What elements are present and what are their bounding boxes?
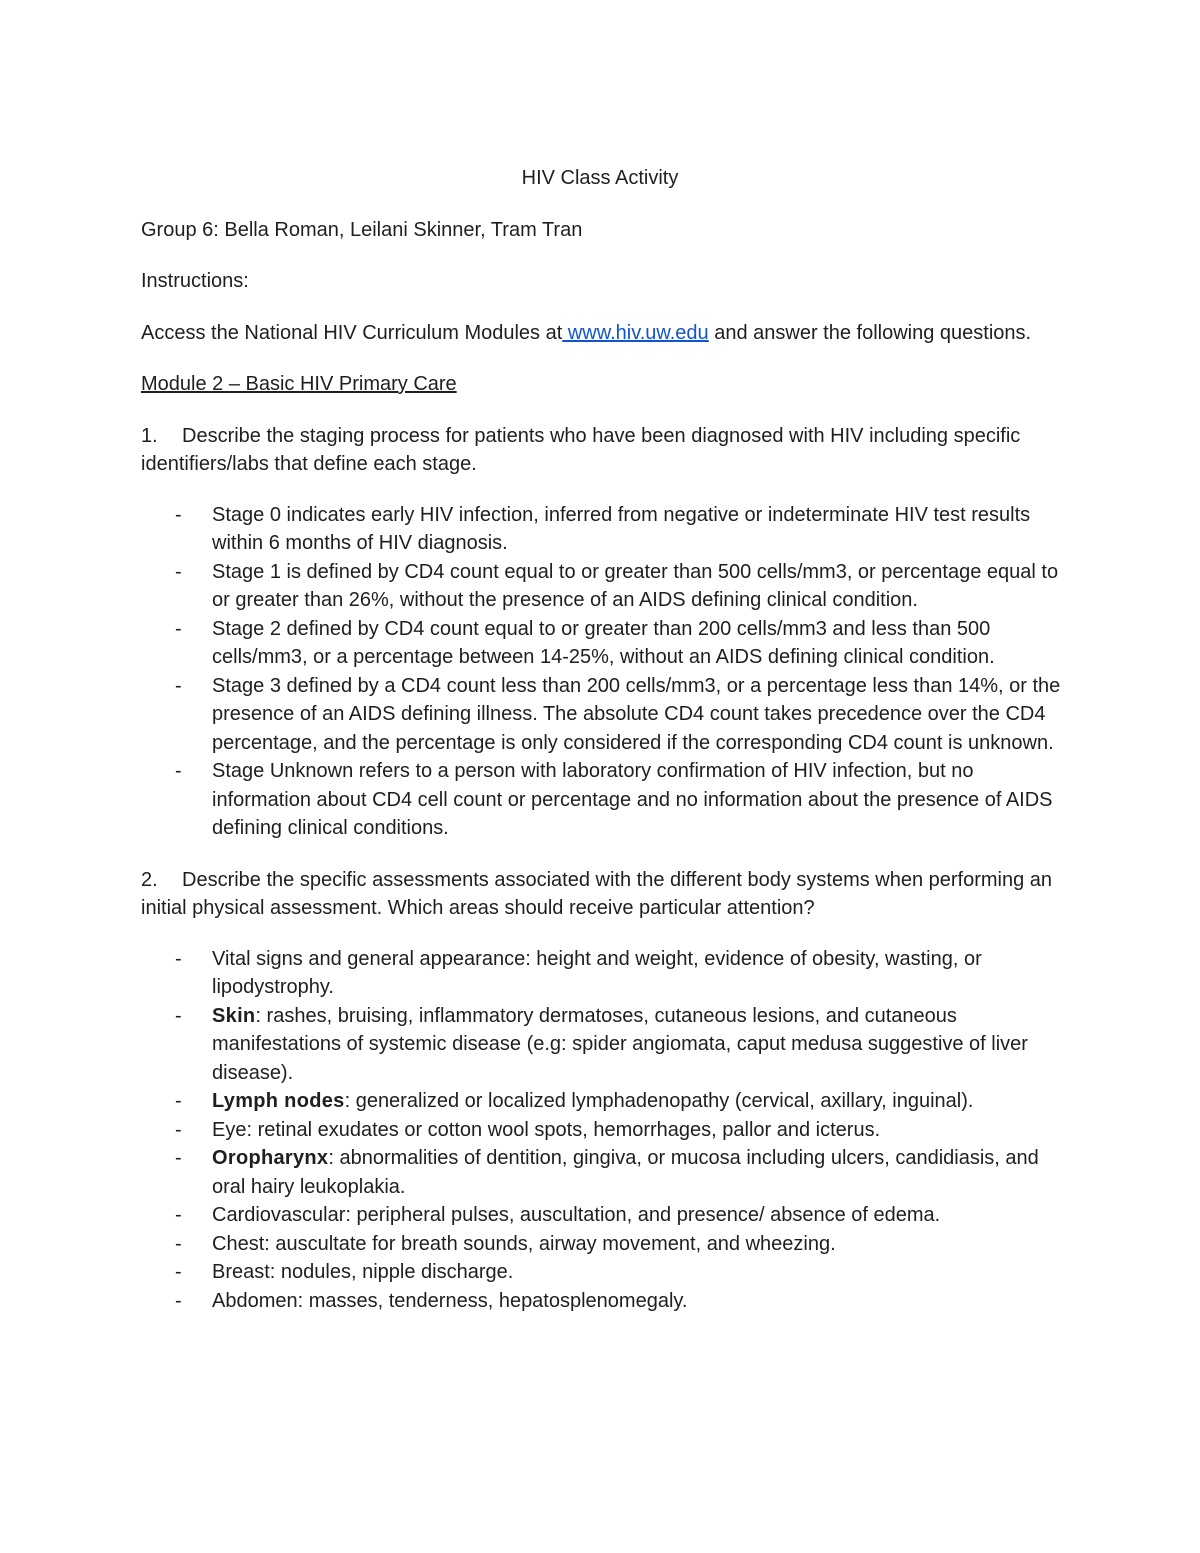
list-item <box>141 1230 1071 1259</box>
list-item-text: Eye: retinal exudates or cotton wool spots, hemorrhages, pallor and icterus. <box>212 1118 881 1141</box>
hiv-curriculum-link[interactable]: www.hiv.uw.edu <box>562 321 709 344</box>
bullet-dash: - <box>175 503 182 526</box>
list-item-text: Stage 0 indicates early HIV infection, inferred from negative or indeterminate HIV test results within 6 months of HIV diagnosis. <box>212 503 1031 554</box>
bullet-dash: - <box>175 1090 182 1112</box>
question-number: 1. <box>141 424 158 447</box>
list-item-text: Abdomen: masses, tenderness, hepatosplenomegaly. <box>212 1289 688 1312</box>
list-item-text: Chest: auscultate for breath sounds, airway movement, and wheezing. <box>212 1232 836 1255</box>
list-item-text: : rashes, bruising, inflammatory dermatoses, cutaneous lesions, and cutaneous manifestations of systemic disease (e.g: spider angiomata, caput medusa suggestive of liver disease). <box>212 1004 1028 1084</box>
group-members: Group 6: Bella Roman, Leilani Skinner, Tram Tran <box>141 218 583 241</box>
list-item <box>141 945 1071 1002</box>
list-item-text: Stage Unknown refers to a person with laboratory confirmation of HIV infection, but no information about CD4 cell count or percentage and no information about the presence of AIDS defining clinical conditions. <box>212 760 1053 839</box>
list-item <box>141 1287 1071 1316</box>
bullet-dash: - <box>175 560 182 583</box>
bullet-dash: - <box>175 1261 182 1283</box>
bullet-dash: - <box>175 1004 182 1027</box>
list-item-term: Lymph nodes <box>212 1090 345 1112</box>
list-item-text: Vital signs and general appearance: height and weight, evidence of obesity, wasting, or lipodystrophy. <box>212 947 982 998</box>
list-item-text: Stage 2 defined by CD4 count equal to or greater than 200 cells/mm3 and less than 500 cells/mm3, or a percentage between 14-25%, without an AIDS defining clinical condition. <box>212 617 995 668</box>
list-item <box>141 672 1071 758</box>
bullet-dash: - <box>175 1289 182 1312</box>
list-item <box>141 1258 1071 1287</box>
answer-list <box>141 945 1071 1316</box>
list-item <box>141 1144 1071 1201</box>
list-item <box>141 1087 1071 1116</box>
list-item-text: : abnormalities of dentition, gingiva, or mucosa including ulcers, candidiasis, and oral hairy leukoplakia. <box>212 1147 1039 1198</box>
list-item <box>141 501 1071 558</box>
list-item <box>141 615 1071 672</box>
list-item <box>141 1002 1071 1088</box>
bullet-dash: - <box>175 1147 182 1169</box>
list-item-text: Stage 1 is defined by CD4 count equal to or greater than 500 cells/mm3, or percentage equal to or greater than 26%, without the presence of an AIDS defining clinical condition. <box>212 560 1059 611</box>
access-text-before: Access the National HIV Curriculum Modules at <box>141 321 563 344</box>
bullet-dash: - <box>175 1204 182 1226</box>
list-item-text: : generalized or localized lymphadenopathy (cervical, axillary, inguinal). <box>344 1090 974 1112</box>
answer-list <box>141 501 1071 843</box>
bullet-dash: - <box>175 1232 182 1255</box>
question-1 <box>141 422 1071 479</box>
list-item-text: Cardiovascular: peripheral pulses, auscultation, and presence/ absence of edema. <box>212 1204 941 1226</box>
document-body <box>141 164 1071 1315</box>
list-item <box>141 558 1071 615</box>
list-item-term: Skin <box>212 1004 256 1027</box>
list-item <box>141 1116 1071 1145</box>
questions-list <box>141 422 1071 1316</box>
bullet-dash: - <box>175 947 182 970</box>
access-instructions <box>141 319 1071 348</box>
bullet-dash: - <box>175 617 182 640</box>
list-item-text: Breast: nodules, nipple discharge. <box>212 1261 514 1283</box>
bullet-dash: - <box>175 760 182 782</box>
page-title: HIV Class Activity <box>521 167 679 189</box>
instructions-label: Instructions: <box>141 270 249 292</box>
list-item <box>141 757 1071 843</box>
question-number: 2. <box>141 868 158 891</box>
access-text-after: and answer the following questions. <box>708 321 1032 344</box>
question-text: Describe the staging process for patients who have been diagnosed with HIV including specific identifiers/labs that define each stage. <box>141 424 1021 475</box>
list-item-text: Stage 3 defined by a CD4 count less than 200 cells/mm3, or a percentage less than 14%, or the presence of an AIDS defining illness. The absolute CD4 count takes precedence over the CD4 percentage, and the percentage is only considered if the corresponding CD4 count is unknown. <box>212 674 1061 754</box>
list-item-term: Oropharynx <box>212 1147 329 1169</box>
bullet-dash: - <box>175 674 182 697</box>
question-2 <box>141 866 1071 923</box>
module-heading: Module 2 – Basic HIV Primary Care <box>141 373 457 395</box>
bullet-dash: - <box>175 1118 182 1141</box>
list-item <box>141 1201 1071 1230</box>
question-text: Describe the specific assessments associated with the different body systems when performing an initial physical assessment. Which areas should receive particular attention? <box>141 868 1053 919</box>
